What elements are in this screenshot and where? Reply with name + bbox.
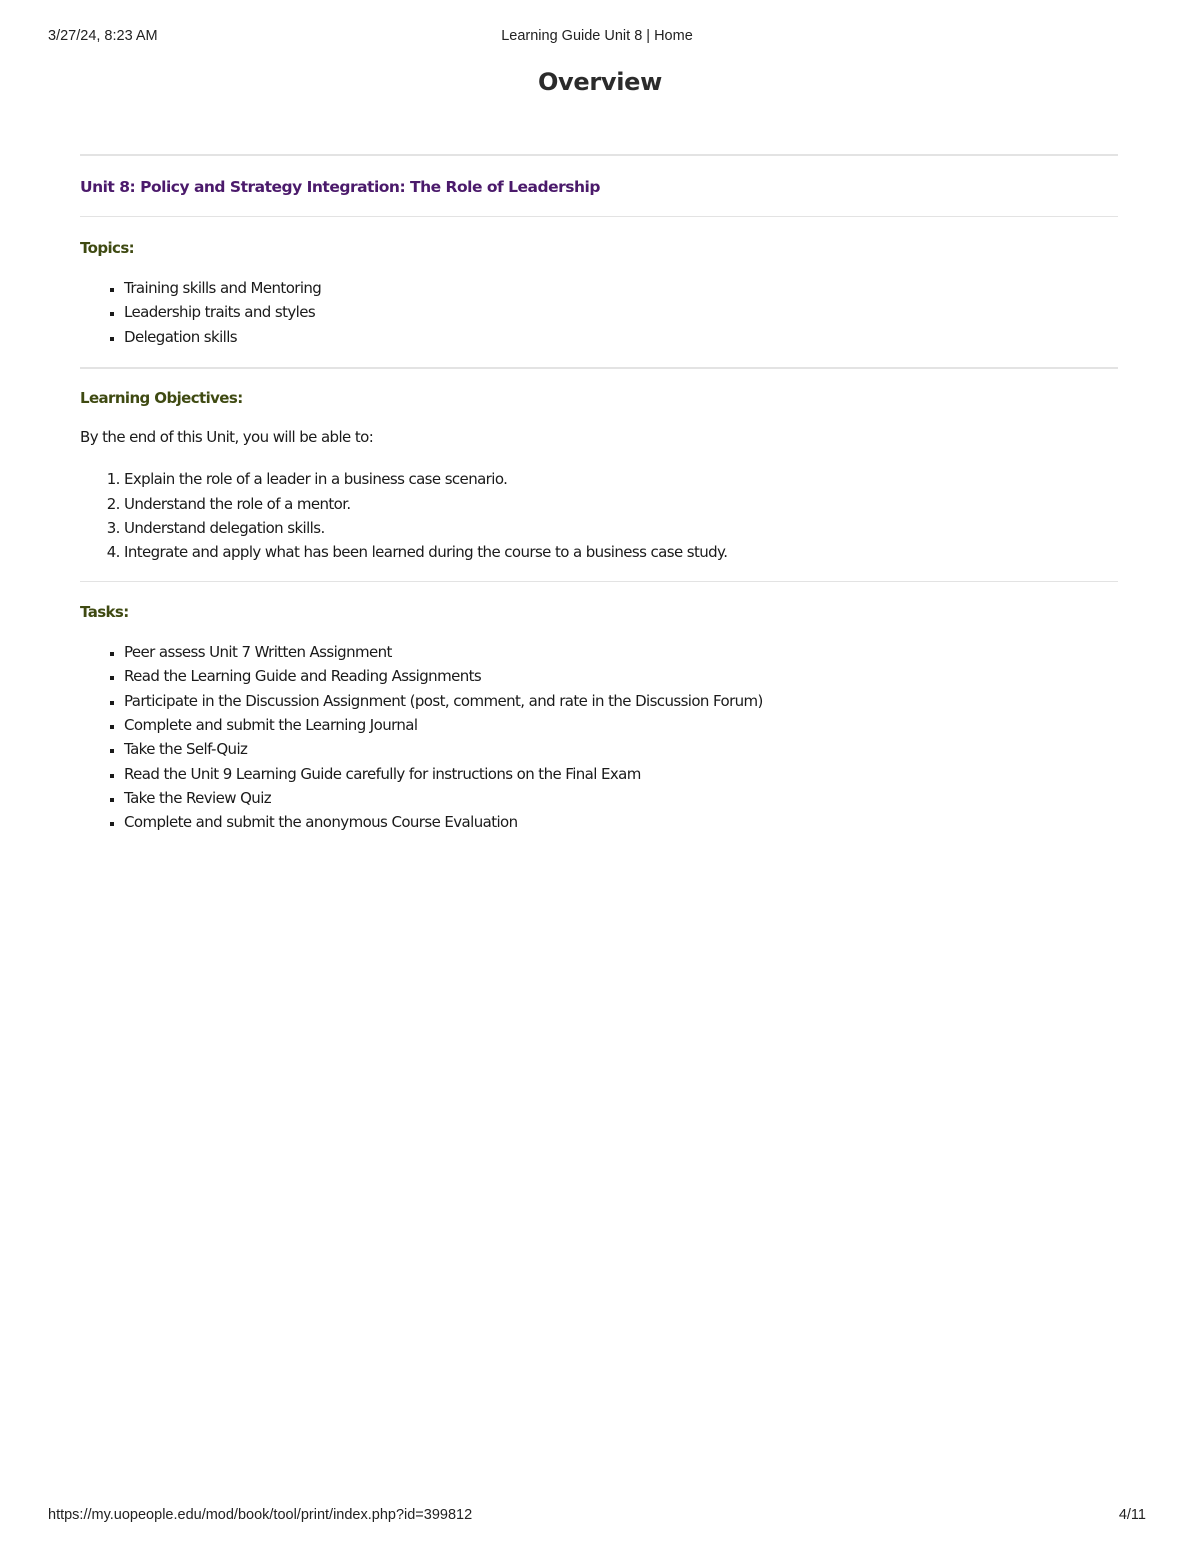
chapter-content <box>80 154 1118 835</box>
list-item: ▪ Complete and submit the anonymous Course Evaluation <box>124 810 1118 834</box>
page-number: 4/11 <box>1118 1507 1146 1523</box>
list-item: ▪ Leadership traits and styles <box>124 300 1118 324</box>
objectives-list <box>80 467 1118 565</box>
print-footer <box>48 1507 1146 1527</box>
divider <box>80 367 1118 369</box>
list-item: 1. Explain the role of a leader in a business case scenario. <box>124 467 1118 491</box>
unit-title: Unit 8: Policy and Strategy Integration: The Role of Leadership <box>80 178 600 196</box>
divider <box>80 216 1118 217</box>
print-url: https://my.uopeople.edu/mod/book/tool/print/index.php?id=399812 <box>48 1507 473 1523</box>
objectives-section <box>80 389 1118 565</box>
list-item: ▪ Training skills and Mentoring <box>124 276 1118 300</box>
list-item: ▪ Read the Learning Guide and Reading Assignments <box>124 664 1118 688</box>
topics-list <box>80 276 1118 349</box>
print-page-title: Learning Guide Unit 8 | Home <box>501 28 693 44</box>
list-item: ▪ Take the Self-Quiz <box>124 737 1118 761</box>
topics-section <box>80 239 1118 349</box>
list-item: 3. Understand delegation skills. <box>124 516 1118 540</box>
list-item: ▪ Delegation skills <box>124 325 1118 349</box>
objectives-label: Learning Objectives: <box>80 389 243 408</box>
page-title: Overview <box>537 68 663 96</box>
print-header <box>48 28 1146 48</box>
list-item: ▪ Read the Unit 9 Learning Guide carefully for instructions on the Final Exam <box>124 762 1118 786</box>
print-datetime: 3/27/24, 8:23 AM <box>48 28 158 44</box>
list-item: ▪ Complete and submit the Learning Journal <box>124 713 1118 737</box>
list-item: ▪ Peer assess Unit 7 Written Assignment <box>124 640 1118 664</box>
list-item: 2. Understand the role of a mentor. <box>124 492 1118 516</box>
list-item: ▪ Participate in the Discussion Assignment (post, comment, and rate in the Discussion Forum) <box>124 689 1118 713</box>
list-item: ▪ Take the Review Quiz <box>124 786 1118 810</box>
tasks-section <box>80 603 1118 835</box>
tasks-list <box>80 640 1118 835</box>
divider <box>80 581 1118 582</box>
tasks-label: Tasks: <box>80 602 129 621</box>
list-item: 4. Integrate and apply what has been learned during the course to a business case study. <box>124 540 1118 564</box>
objectives-intro: By the end of this Unit, you will be able to: <box>80 428 374 447</box>
topics-label: Topics: <box>80 239 135 257</box>
